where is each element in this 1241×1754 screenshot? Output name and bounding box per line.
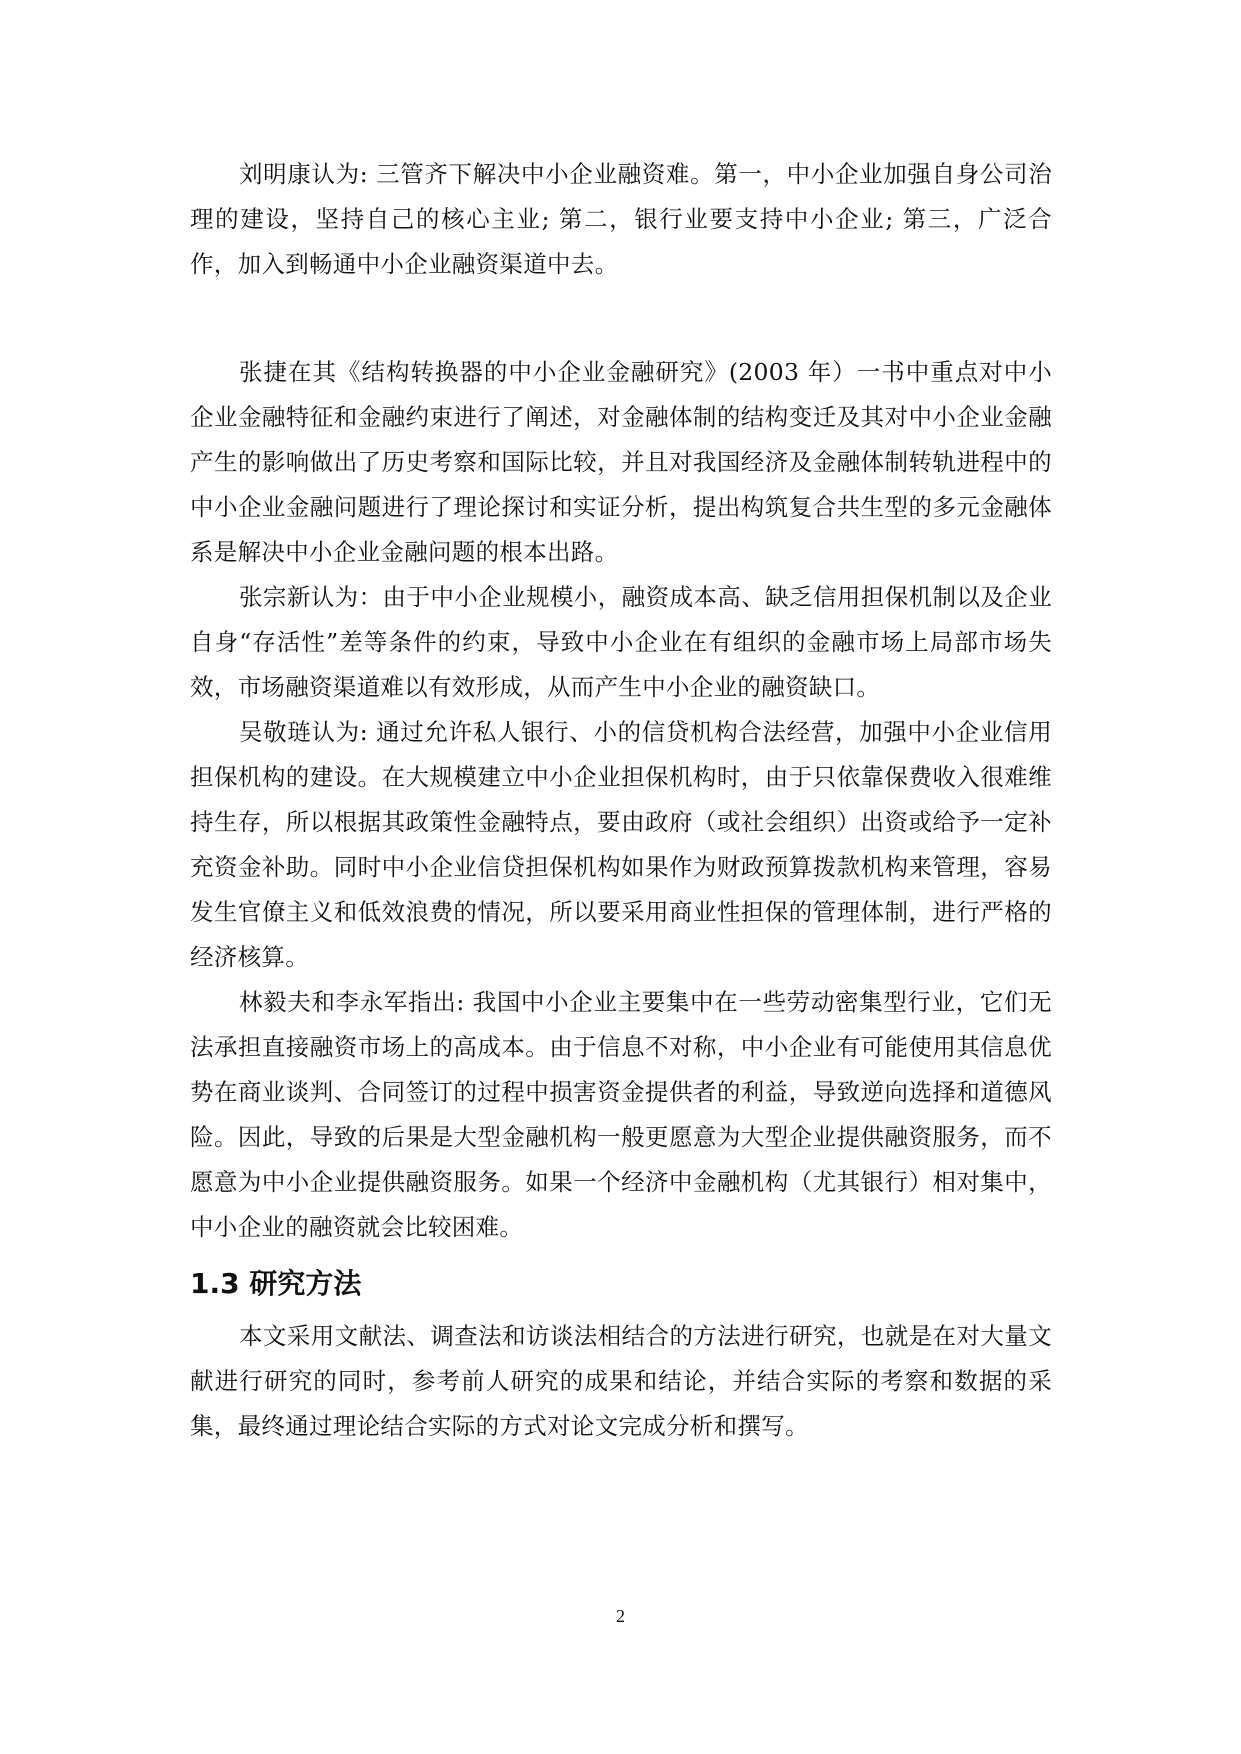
paragraph-lin-yifu: 林毅夫和李永军指出: 我国中小企业主要集中在一些劳动密集型行业，它们无法承担直接融资市场上的高成本。由于信息不对称，中小企业有可能使用其信息优势在商业谈判、合同签订的过程中损害资金提供者的利益，导致逆向选择和道德风险。因此，导致的后果是大型金融机构一般更愿意为大型企业提供融资服务，而不愿意为中小企业提供融资服务。如果一个经济中金融机构（尤其银行）相对集中，中小企业的融资就会比较困难。 [190,988,1052,1241]
page-body [190,152,1052,1449]
page-number: 2 [616,1606,625,1626]
section-heading: 1.3 研究方法 [190,1267,362,1300]
paragraph-liu-mingkang: 刘明康认为: 三管齐下解决中小企业融资难。第一，中小企业加强自身公司治理的建设，坚持自己的核心主业; 第二，银行业要支持中小企业; 第三，广泛合作，加入到畅通中小企业融资渠道中去。 [190,160,1052,278]
paragraph-zhang-zongxin: 张宗新认为：由于中小企业规模小，融资成本高、缺乏信用担保机制以及企业自身“存活性”差等条件的约束，导致中小企业在有组织的金融市场上局部市场失效，市场融资渠道难以有效形成，从而产生中小企业的融资缺口。 [190,583,1052,701]
paragraph-zhang-jie: 张捷在其《结构转换器的中小企业金融研究》(2003 年）一书中重点对中小企业金融特征和金融约束进行了阐述，对金融体制的结构变迁及其对中小企业金融产生的影响做出了历史考察和国际比较，并且对我国经济及金融体制转轨进程中的中小企业金融问题进行了理论探讨和实证分析，提出构筑复合共生型的多元金融体系是解决中小企业金融问题的根本出路。 [190,358,1052,566]
paragraph-research-method: 本文采用文献法、调查法和访谈法相结合的方法进行研究，也就是在对大量文献进行研究的同时，参考前人研究的成果和结论，并结合实际的考察和数据的采集，最终通过理论结合实际的方式对论文完成分析和撰写。 [190,1322,1052,1440]
paragraph-wu-jinglian: 吴敬琏认为: 通过允许私人银行、小的信贷机构合法经营，加强中小企业信用担保机构的建设。在大规模建立中小企业担保机构时，由于只依靠保费收入很难维持生存，所以根据其政策性金融特点，要由政府（或社会组织）出资或给予一定补充资金补助。同时中小企业信贷担保机构如果作为财政预算拨款机构来管理，容易发生官僚主义和低效浪费的情况，所以要采用商业性担保的管理体制，进行严格的经济核算。 [190,718,1052,971]
